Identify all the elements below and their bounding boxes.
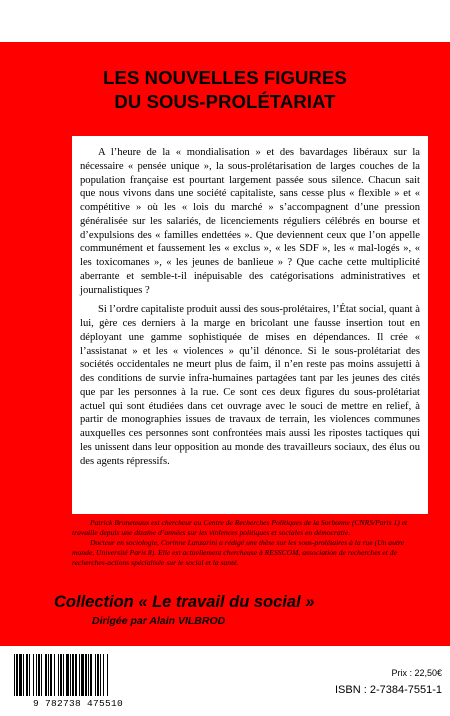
book-title — [0, 66, 450, 114]
barcode-bar — [95, 654, 96, 696]
isbn-label: ISBN : 2-7384-7551-1 — [334, 684, 442, 696]
barcode-bar — [72, 654, 74, 696]
barcode-bar — [54, 654, 55, 696]
barcode-bar — [58, 654, 59, 696]
barcode-bar — [16, 654, 18, 696]
barcode-bar — [81, 654, 84, 696]
barcode-bar — [70, 654, 71, 696]
barcode-bar — [63, 654, 64, 696]
barcode-bar — [50, 654, 52, 696]
collection-director: Dirigée par Alain VILBROD — [92, 615, 226, 627]
barcode-bar — [41, 654, 42, 696]
author-bios — [72, 518, 428, 568]
author-bio-1: Patrick Bruneteaux est chercheur au Centre de Recherches Politiques de la Sorbonne (CNRS/Paris 1) et travaille depuis une dizaine d’années sur les violences politiques et sociales en démocratie. — [72, 518, 408, 537]
barcode-bar — [90, 654, 92, 696]
top-margin — [0, 0, 450, 42]
barcode-bar — [103, 654, 104, 696]
price-label: Prix : 22,50€ — [391, 668, 442, 678]
title-line-1: LES NOUVELLES FIGURES — [103, 67, 347, 88]
author-bio-2: Docteur en sociologie, Corinne Lanzarini a rédigé une thèse sur les sous-prolétaires à la rue (Un autre monde, Université Paris 8). Elle est actuellement chercheuse à RESSCOM, association de recherches et de recherches-actions spécialisée sur le social et la santé. — [72, 538, 405, 567]
barcode-digits: 9 782738 475510 — [32, 698, 123, 709]
barcode-bar — [36, 654, 37, 696]
barcode-bar — [60, 654, 62, 696]
barcode-bars — [8, 654, 148, 698]
barcode-bar — [23, 654, 24, 696]
barcode-bar — [88, 654, 89, 696]
barcode-bar — [75, 654, 77, 696]
barcode-bar — [19, 654, 22, 696]
barcode-bar — [14, 654, 15, 696]
summary-paragraph-1: A l’heure de la « mondialisation » et des bavardages libéraux sur la nécessaire « pensée unique », la sous-prolétarisation de larges couches de la population française est pourtant largement passée sous silence. Chacun sait que nous vivons dans une société capitaliste, sans cesse plus « flexible » et « compétitive » où les « lois du marché » s’accompagnent d’une pression généralisée sur les salariés, de licenciements réguliers célébrés en bourse et d’expulsions des « familles endettées ». Que deviennent ceux que l’on appelle communément et faussement les « exclus », « les SDF », les « mal-logés », « les toxicomanes », « les jeunes de banlieue » ? Que cache cette multiplicité aberrante et semble-t-il inépuisable des catégorisations administratives et journalistiques ? — [80, 147, 420, 296]
barcode-bar — [100, 654, 101, 696]
barcode-bar — [79, 654, 80, 696]
barcode-bar — [29, 654, 30, 696]
barcode-bar — [85, 654, 87, 696]
barcode — [8, 654, 148, 710]
barcode-bar — [107, 654, 108, 696]
summary-text-box — [72, 136, 428, 514]
barcode-bar — [48, 654, 49, 696]
barcode-bar — [38, 654, 40, 696]
summary-paragraph-2: Si l’ordre capitaliste produit aussi des sous-prolétaires, l’État social, quant à lui, gère ces derniers à la marge en bricolant une fausse insertion tout en déployant une gamme sophistiquée de mises en dépendances. Il crée « l’assistanat » et les « violences » qu’il dénonce. Si le sous-prolétariat des sociétés occidentales ne meurt plus de faim, il n’en reste pas moins assujetti à des conditions de survie infra-humaines partagées tant par les jeunes des cités que par les personnes à la rue. Ce sont ces deux figures du sous-prolétariat actuel qui sont étudiées dans cet ouvrage avec le souci de mettre en relief, à partir de monographies issues de travaux de terrain, les violences communes auxquelles ces personnes sont confrontées mais aussi les ripostes tactiques qui les unissent dans leur opposition au monde des travailleurs sociaux, des élus ou des agents répressifs. — [80, 304, 420, 467]
barcode-bar — [33, 654, 34, 696]
title-line-2: DU SOUS-PROLÉTARIAT — [114, 91, 336, 112]
barcode-bar — [26, 654, 28, 696]
collection-name: Collection « Le travail du social » — [54, 593, 315, 611]
barcode-bar — [97, 654, 99, 696]
barcode-bar — [45, 654, 47, 696]
barcode-bar — [66, 654, 69, 696]
